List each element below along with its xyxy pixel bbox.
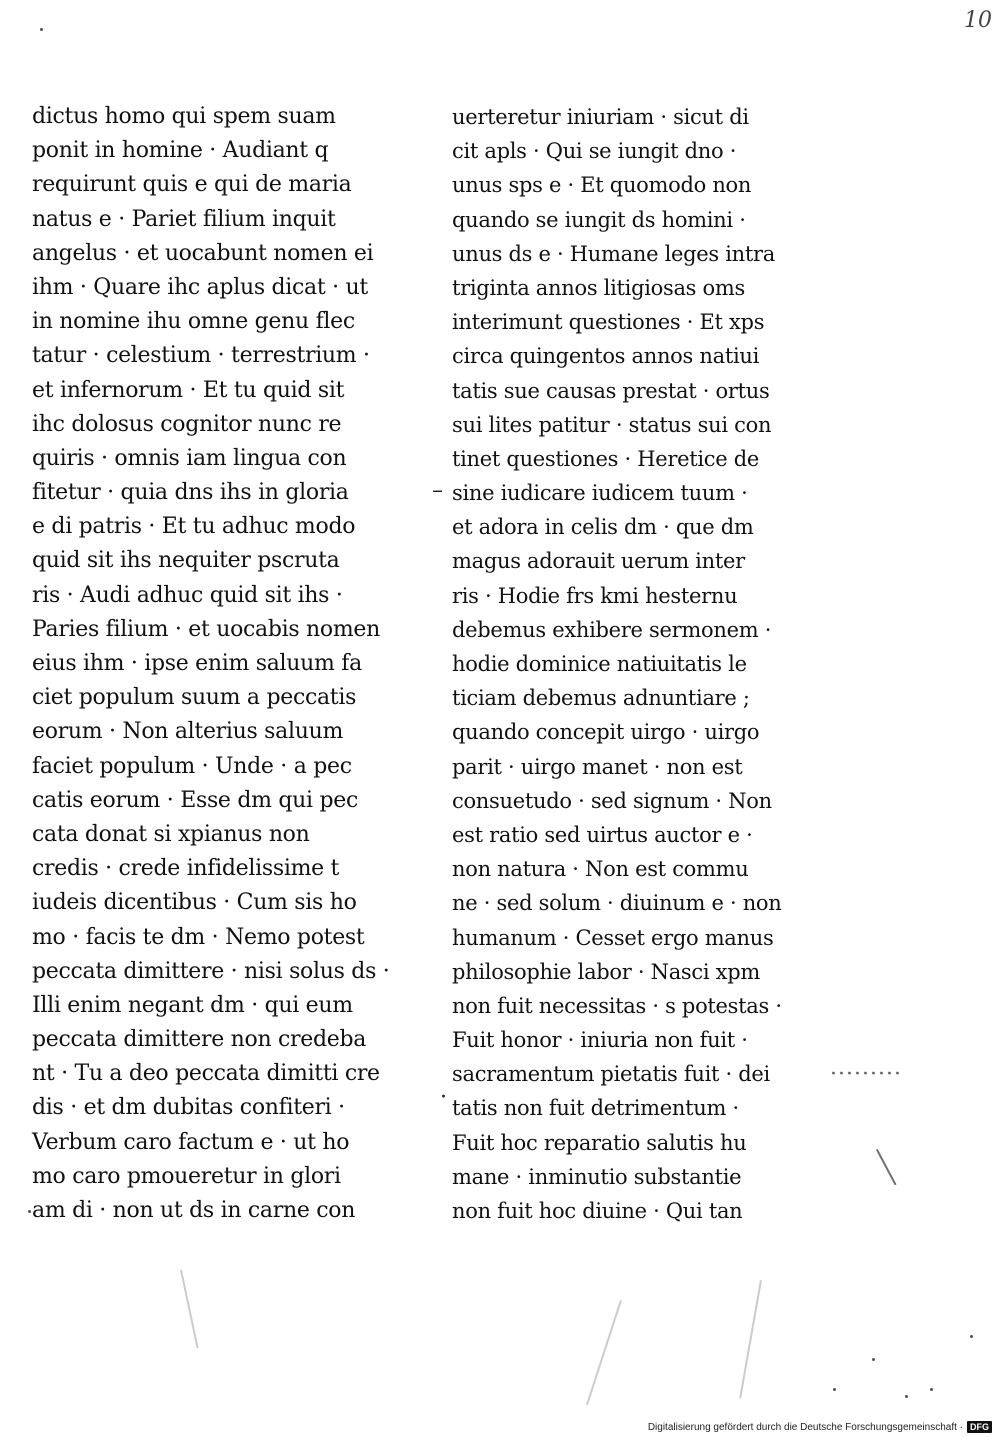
text-line: humanum · Cesset ergo manus <box>452 925 774 950</box>
text-line: triginta annos litigiosas oms <box>452 275 745 300</box>
text-line: non fuit necessitas · s potestas · <box>452 993 782 1018</box>
text-line: tatur · celestium · terrestrium · <box>32 343 370 369</box>
folio-number: 10 <box>964 8 992 33</box>
text-line: peccata dimittere · nisi solus ds · <box>32 958 390 984</box>
text-line: quando se iungit ds homini · <box>452 207 746 232</box>
text-line: dis · et dm dubitas confiteri · <box>32 1095 345 1121</box>
ink-speck <box>930 1388 933 1391</box>
text-line: ris · Hodie frs kmi hesternu <box>452 583 738 608</box>
right-text-column <box>452 100 832 1228</box>
text-line: eius ihm · ipse enim saluum fa <box>32 651 362 676</box>
text-line: sine iudicare iudicem tuum · <box>452 481 748 506</box>
page-scratch <box>180 1270 199 1349</box>
text-line: fitetur · quia dns ihs in gloria <box>32 480 349 506</box>
text-line: sacramentum pietatis fuit · dei <box>452 1062 770 1087</box>
text-line: quid sit ihs nequiter pscruta <box>32 548 340 574</box>
text-line: consuetudo · sed signum · Non <box>452 788 772 813</box>
text-line: mo · facis te dm · Nemo potest <box>32 924 365 950</box>
text-line: cit apls · Qui se iungit dno · <box>452 139 737 164</box>
text-line: mane · inminutio substantie <box>452 1164 742 1189</box>
text-line: Paries filium · et uocabis nomen <box>32 616 381 642</box>
text-line: et adora in celis dm · que dm <box>452 515 754 540</box>
text-line: tatis sue causas prestat · ortus <box>452 378 770 403</box>
ink-speck <box>970 1335 973 1338</box>
text-line: ihm · Quare ihc aplus dicat · ut <box>32 274 368 300</box>
text-line: non fuit hoc diuine · Qui tan <box>452 1199 743 1223</box>
text-line: sui lites patitur · status sui con <box>452 412 772 437</box>
text-line: ne · sed solum · diuinum e · non <box>452 891 782 916</box>
text-line: cata donat si xpianus non <box>32 821 310 847</box>
ink-stroke <box>876 1149 897 1185</box>
text-line: ticiam debemus adnuntiare ; <box>452 686 750 711</box>
dfg-logo-icon: DFG <box>967 1421 992 1433</box>
ink-speck <box>833 1388 836 1391</box>
page-scratch <box>739 1280 762 1399</box>
text-line: unus sps e · Et quomodo non <box>452 173 752 198</box>
text-line: am di · non ut ds in carne con <box>32 1198 356 1223</box>
text-line: requirunt quis e qui de maria <box>32 172 352 198</box>
text-line: circa quingentos annos natiui <box>452 344 760 369</box>
text-line: angelus · et uocabunt nomen ei <box>32 240 374 266</box>
text-line: eorum · Non alterius saluum <box>32 719 344 745</box>
text-line: est ratio sed uirtus auctor e · <box>452 822 753 847</box>
text-line: peccata dimittere non credeba <box>32 1027 367 1053</box>
credit-text: Digitalisierung gefördert durch die Deutsche Forschungsgemeinschaft · <box>647 1421 963 1433</box>
text-line: tinet questiones · Heretice de <box>452 446 760 471</box>
text-line: ris · Audi adhuc quid sit ihs · <box>32 582 343 608</box>
text-line: parit · uirgo manet · non est <box>452 754 743 779</box>
text-line: et infernorum · Et tu quid sit <box>32 377 345 403</box>
margin-dash-mark: – <box>432 478 443 503</box>
text-line: debemus exhibere sermonem · <box>452 617 772 642</box>
text-line: e di patris · Et tu adhuc modo <box>32 514 356 540</box>
page-scratch <box>586 1300 622 1405</box>
text-line: in nomine ihu omne genu flec <box>32 309 355 335</box>
text-line: ponit in homine · Audiant q <box>32 138 329 164</box>
digitization-credit <box>648 1421 992 1433</box>
margin-dotted-line: ········· <box>830 1062 902 1087</box>
margin-dot-mark: · <box>440 1085 447 1110</box>
text-line: quiris · omnis iam lingua con <box>32 445 347 471</box>
text-line: catis eorum · Esse dm qui pec <box>32 787 358 813</box>
text-line: mo caro pmoueretur in glori <box>32 1163 341 1189</box>
text-line: faciet populum · Unde · a pec <box>32 753 352 779</box>
text-line: natus e · Pariet filium inquit <box>32 206 336 232</box>
text-line: credis · crede infidelissime t <box>32 856 340 882</box>
text-line: interimunt questiones · Et xps <box>452 310 765 335</box>
text-line: Illi enim negant dm · qui eum <box>32 992 353 1018</box>
text-line: ciet populum suum a peccatis <box>32 685 357 711</box>
text-line: non natura · Non est commu <box>452 857 749 882</box>
text-line: dictus homo qui spem suam <box>32 104 336 129</box>
text-line: Verbum caro factum e · ut ho <box>32 1129 350 1155</box>
text-line: iudeis dicentibus · Cum sis ho <box>32 890 357 916</box>
ink-speck <box>905 1395 908 1398</box>
text-line: Fuit honor · iniuria non fuit · <box>452 1028 748 1053</box>
text-line: magus adorauit uerum inter <box>452 549 745 574</box>
text-line: uerteretur iniuriam · sicut di <box>452 105 749 129</box>
text-line: Fuit hoc reparatio salutis hu <box>452 1130 747 1155</box>
ink-speck <box>28 1210 31 1213</box>
left-text-column <box>32 100 412 1228</box>
ink-speck <box>40 28 43 31</box>
ink-speck <box>872 1358 875 1361</box>
text-line: philosophie labor · Nasci xpm <box>452 959 760 984</box>
text-line: quando concepit uirgo · uirgo <box>452 720 760 745</box>
text-line: unus ds e · Humane leges intra <box>452 241 775 266</box>
text-line: ihc dolosus cognitor nunc re <box>32 411 342 437</box>
text-line: hodie dominice natiuitatis le <box>452 652 747 676</box>
text-line: tatis non fuit detrimentum · <box>452 1096 739 1121</box>
text-line: nt · Tu a deo peccata dimitti cre <box>32 1061 380 1087</box>
